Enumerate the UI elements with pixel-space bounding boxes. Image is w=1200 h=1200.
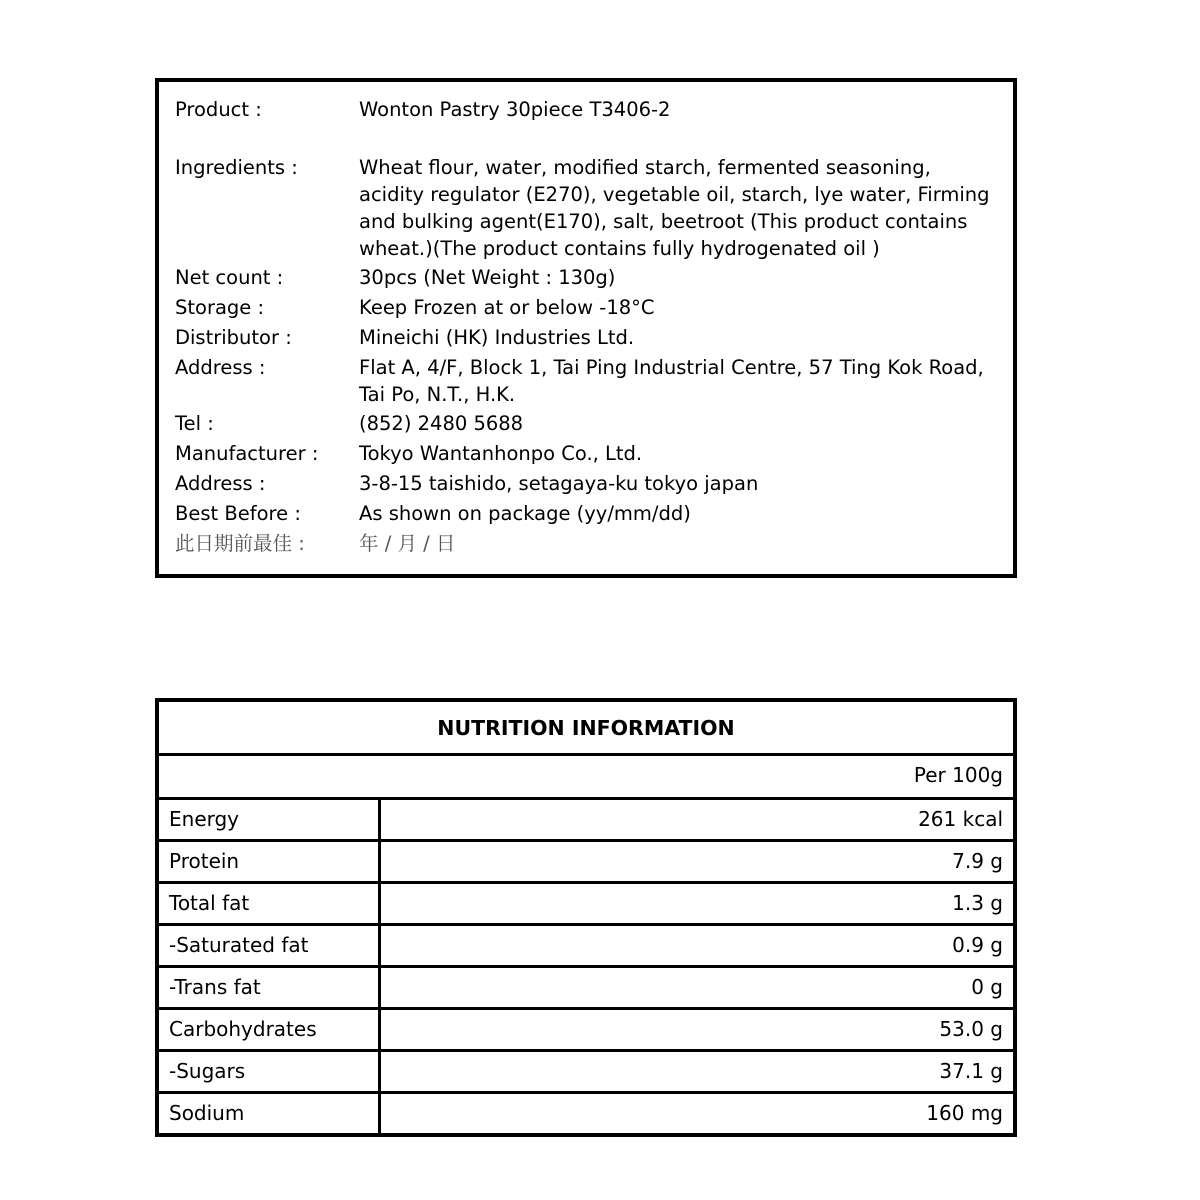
nutrient-value-saturated-fat: 0.9 g [379,925,1013,967]
nutrition-column-header: Per 100g [913,763,1003,787]
nutrient-name-protein: Protein [159,841,379,883]
product-row-best-before [167,500,1003,528]
label-distributor-address: Address : [175,356,266,379]
table-row [159,1051,1013,1093]
product-information-panel [155,78,1017,578]
value-distributor-address: Flat A, 4/F, Block 1, Tai Ping Industrial Centre, 57 Ting Kok Road, Tai Po, N.T., H.K. [359,356,984,406]
label-storage: Storage : [175,296,265,319]
table-row [159,883,1013,925]
value-ingredients: Wheat flour, water, modified starch, fermented seasoning, acidity regulator (E270), vegetable oil, starch, lye water, Firming and bulking agent(E170), salt, beetroot (This product contains wheat.)(The product contains fully hydrogenated oil ) [359,156,990,260]
nutrient-value-carbohydrates: 53.0 g [379,1009,1013,1051]
nutrient-value-trans-fat: 0 g [379,967,1013,1009]
nutrient-name-total-fat: Total fat [159,883,379,925]
label-distributor: Distributor : [175,326,292,349]
label-best-before: Best Before : [175,502,301,525]
value-tel: (852) 2480 5688 [359,412,524,435]
label-best-before-cjk: 此日期前最佳 : [175,532,305,555]
label-product: Product : [175,98,262,121]
nutrition-header-blank [159,756,379,799]
value-product: Wonton Pastry 30piece T3406-2 [359,98,671,121]
table-row [159,925,1013,967]
value-manufacturer-address: 3-8-15 taishido, setagaya-ku tokyo japan [359,472,759,495]
nutrient-name-saturated-fat: -Saturated fat [159,925,379,967]
product-row-manufacturer [167,440,1003,468]
nutrient-value-energy: 261 kcal [379,799,1013,841]
product-row-net-count [167,264,1003,292]
nutrient-value-sodium: 160 mg [379,1093,1013,1134]
table-row [159,1093,1013,1134]
label-net-count: Net count : [175,266,284,289]
value-distributor: Mineichi (HK) Industries Ltd. [359,326,635,349]
nutrition-information-panel [155,698,1017,1137]
nutrient-name-energy: Energy [159,799,379,841]
nutrient-value-protein: 7.9 g [379,841,1013,883]
nutrition-table [159,756,1013,1133]
value-manufacturer: Tokyo Wantanhonpo Co., Ltd. [359,442,643,465]
nutrition-header-row [159,756,1013,799]
product-row-distributor-address [167,354,1003,408]
nutrient-name-sodium: Sodium [159,1093,379,1134]
product-row-tel [167,410,1003,438]
table-row [159,1009,1013,1051]
product-row-best-before-cjk [167,530,1003,558]
nutrient-name-trans-fat: -Trans fat [159,967,379,1009]
table-row [159,799,1013,841]
product-row-storage [167,294,1003,322]
product-row-product [167,96,1003,124]
label-tel: Tel : [175,412,214,435]
nutrient-value-sugars: 37.1 g [379,1051,1013,1093]
value-net-count: 30pcs (Net Weight : 130g) [359,266,616,289]
nutrition-title: NUTRITION INFORMATION [159,702,1013,756]
value-best-before: As shown on package (yy/mm/dd) [359,502,691,525]
value-storage: Keep Frozen at or below -18°C [359,296,655,319]
table-row [159,841,1013,883]
label-ingredients: Ingredients : [175,156,298,179]
table-row [159,967,1013,1009]
product-row-manufacturer-address [167,470,1003,498]
value-best-before-cjk: 年 / 月 / 日 [359,532,456,555]
product-row-distributor [167,324,1003,352]
label-manufacturer: Manufacturer : [175,442,319,465]
nutrient-name-sugars: -Sugars [159,1051,379,1093]
nutrient-name-carbohydrates: Carbohydrates [159,1009,379,1051]
product-row-ingredients [167,154,1003,262]
nutrient-value-total-fat: 1.3 g [379,883,1013,925]
label-manufacturer-address: Address : [175,472,266,495]
